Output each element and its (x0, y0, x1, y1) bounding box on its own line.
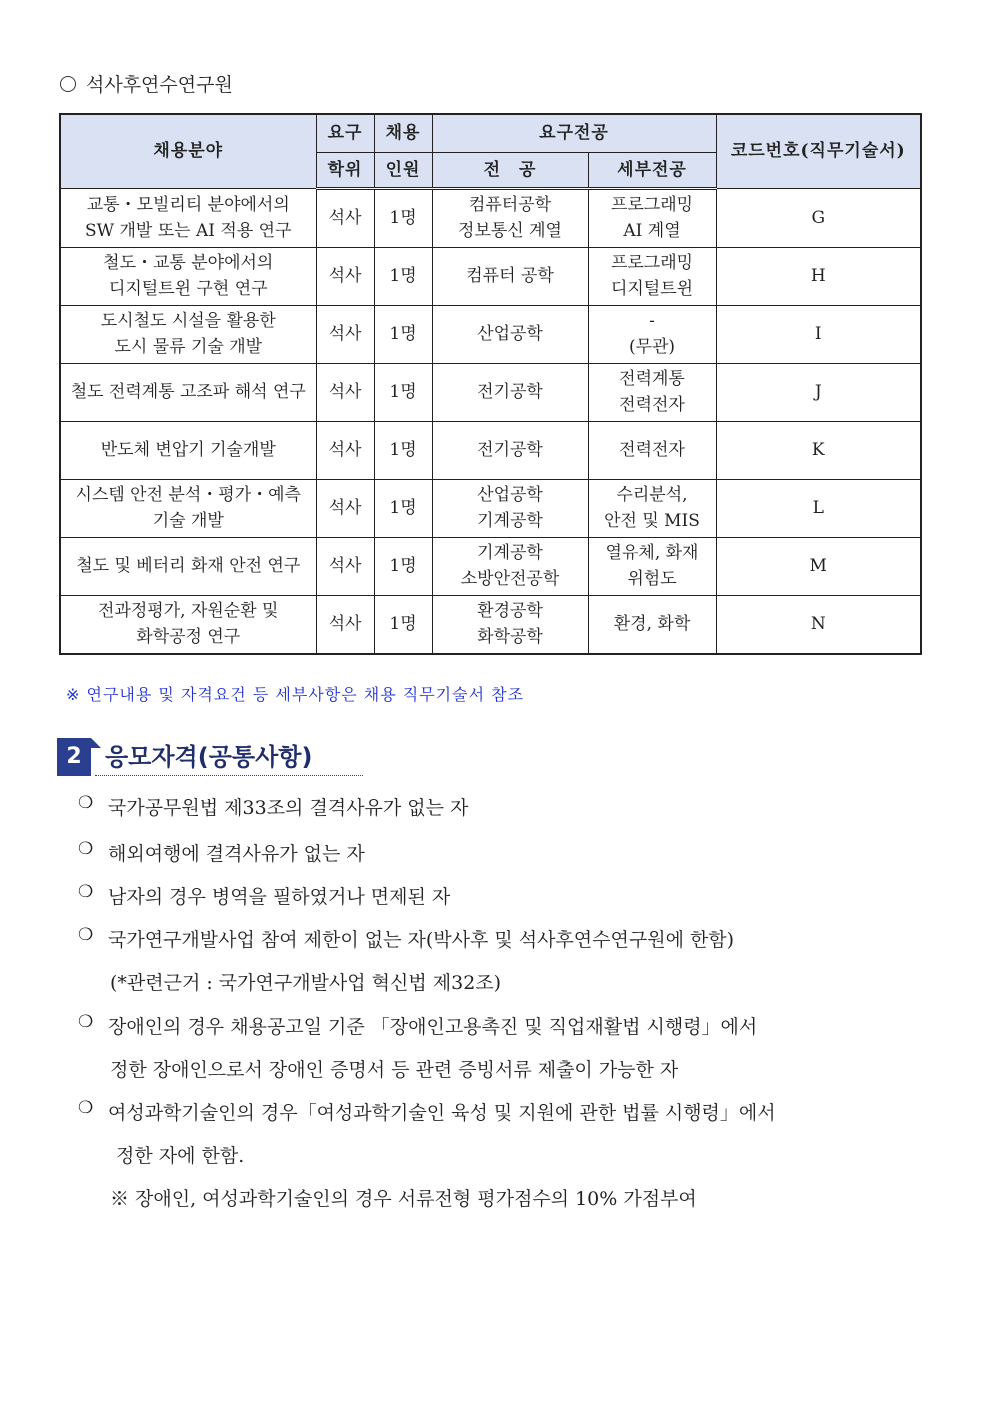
job-table (59, 113, 922, 655)
bullet-icon: ❍ (78, 839, 94, 859)
section-title: 석사후연수연구원 (86, 74, 233, 96)
header-sub-major: 세부전공 (588, 152, 716, 188)
bullet-icon: ❍ (78, 882, 94, 902)
bullet-icon: ❍ (78, 925, 94, 945)
list-item: ❍ 남자의 경우 병역을 필하였거나 면제된 자 (78, 882, 451, 908)
bullet-icon: ❍ (78, 1098, 94, 1118)
header-degree-2: 학위 (316, 152, 374, 188)
table-row: 전과정평가, 자원순환 및 화학공정 연구 석사 1명 환경공학 화학공학 환경, 화학 N (60, 595, 921, 654)
table-row: 교통・모빌리티 분야에서의 SW 개발 또는 AI 적용 연구 석사 1명 컴퓨터공학 정보통신 계열 프로그래밍 AI 계열 G (60, 188, 921, 247)
circle-bullet-icon (60, 76, 76, 92)
table-row: 시스템 안전 분석・평가・예측 기술 개발 석사 1명 산업공학 기계공학 수리분석, 안전 및 MIS L (60, 479, 921, 537)
table-row: 도시철도 시설을 활용한 도시 물류 기술 개발 석사 1명 산업공학 - (무관) I (60, 305, 921, 363)
list-item-continuation: (*관련근거 : 국가연구개발사업 혁신법 제32조) (110, 972, 502, 994)
section-heading (60, 70, 233, 97)
section-number-badge: 2 (57, 738, 91, 776)
list-item-continuation: 정한 장애인으로서 장애인 증명서 등 관련 증빙서류 제출이 가능한 자 (110, 1059, 679, 1081)
bullet-icon: ❍ (78, 793, 94, 813)
table-note: ※ 연구내용 및 자격요건 등 세부사항은 채용 직무기술서 참조 (66, 685, 525, 704)
section-2-heading (57, 737, 312, 776)
list-item-note: ※ 장애인, 여성과학기술인의 경우 서류전형 평가점수의 10% 가점부여 (110, 1188, 697, 1210)
header-major-group: 요구전공 (432, 114, 716, 152)
list-item: ❍ 해외여행에 결격사유가 없는 자 (78, 839, 365, 865)
bullet-icon: ❍ (78, 1012, 94, 1032)
section-2-title: 응모자격(공통사항) (105, 743, 313, 771)
header-major: 전 공 (432, 152, 588, 188)
table-row: 철도 전력계통 고조파 해석 연구 석사 1명 전기공학 전력계통 전력전자 J (60, 363, 921, 421)
list-item: ❍ 국가연구개발사업 참여 제한이 없는 자(박사후 및 석사후연수연구원에 한함) (78, 925, 735, 951)
list-item: ❍ 여성과학기술인의 경우「여성과학기술인 육성 및 지원에 관한 법률 시행령」에서 (78, 1098, 776, 1124)
table-row: 철도・교통 분야에서의 디지털트윈 구현 연구 석사 1명 컴퓨터 공학 프로그래밍 디지털트윈 H (60, 247, 921, 305)
table-row: 반도체 변압기 기술개발 석사 1명 전기공학 전력전자 K (60, 421, 921, 479)
header-count-1: 채용 (374, 114, 432, 152)
heading-underline (95, 775, 363, 776)
list-item: ❍ 장애인의 경우 채용공고일 기준 「장애인고용촉진 및 직업재활법 시행령」에서 (78, 1012, 758, 1038)
list-item: ❍ 국가공무원법 제33조의 결격사유가 없는 자 (78, 793, 469, 819)
list-item-continuation: 정한 자에 한함. (116, 1145, 245, 1167)
header-code: 코드번호(직무기술서) (716, 114, 921, 188)
table-row: 철도 및 베터리 화재 안전 연구 석사 1명 기계공학 소방안전공학 열유체, 화재 위험도 M (60, 537, 921, 595)
header-degree-1: 요구 (316, 114, 374, 152)
header-field: 채용분야 (60, 114, 316, 188)
header-count-2: 인원 (374, 152, 432, 188)
